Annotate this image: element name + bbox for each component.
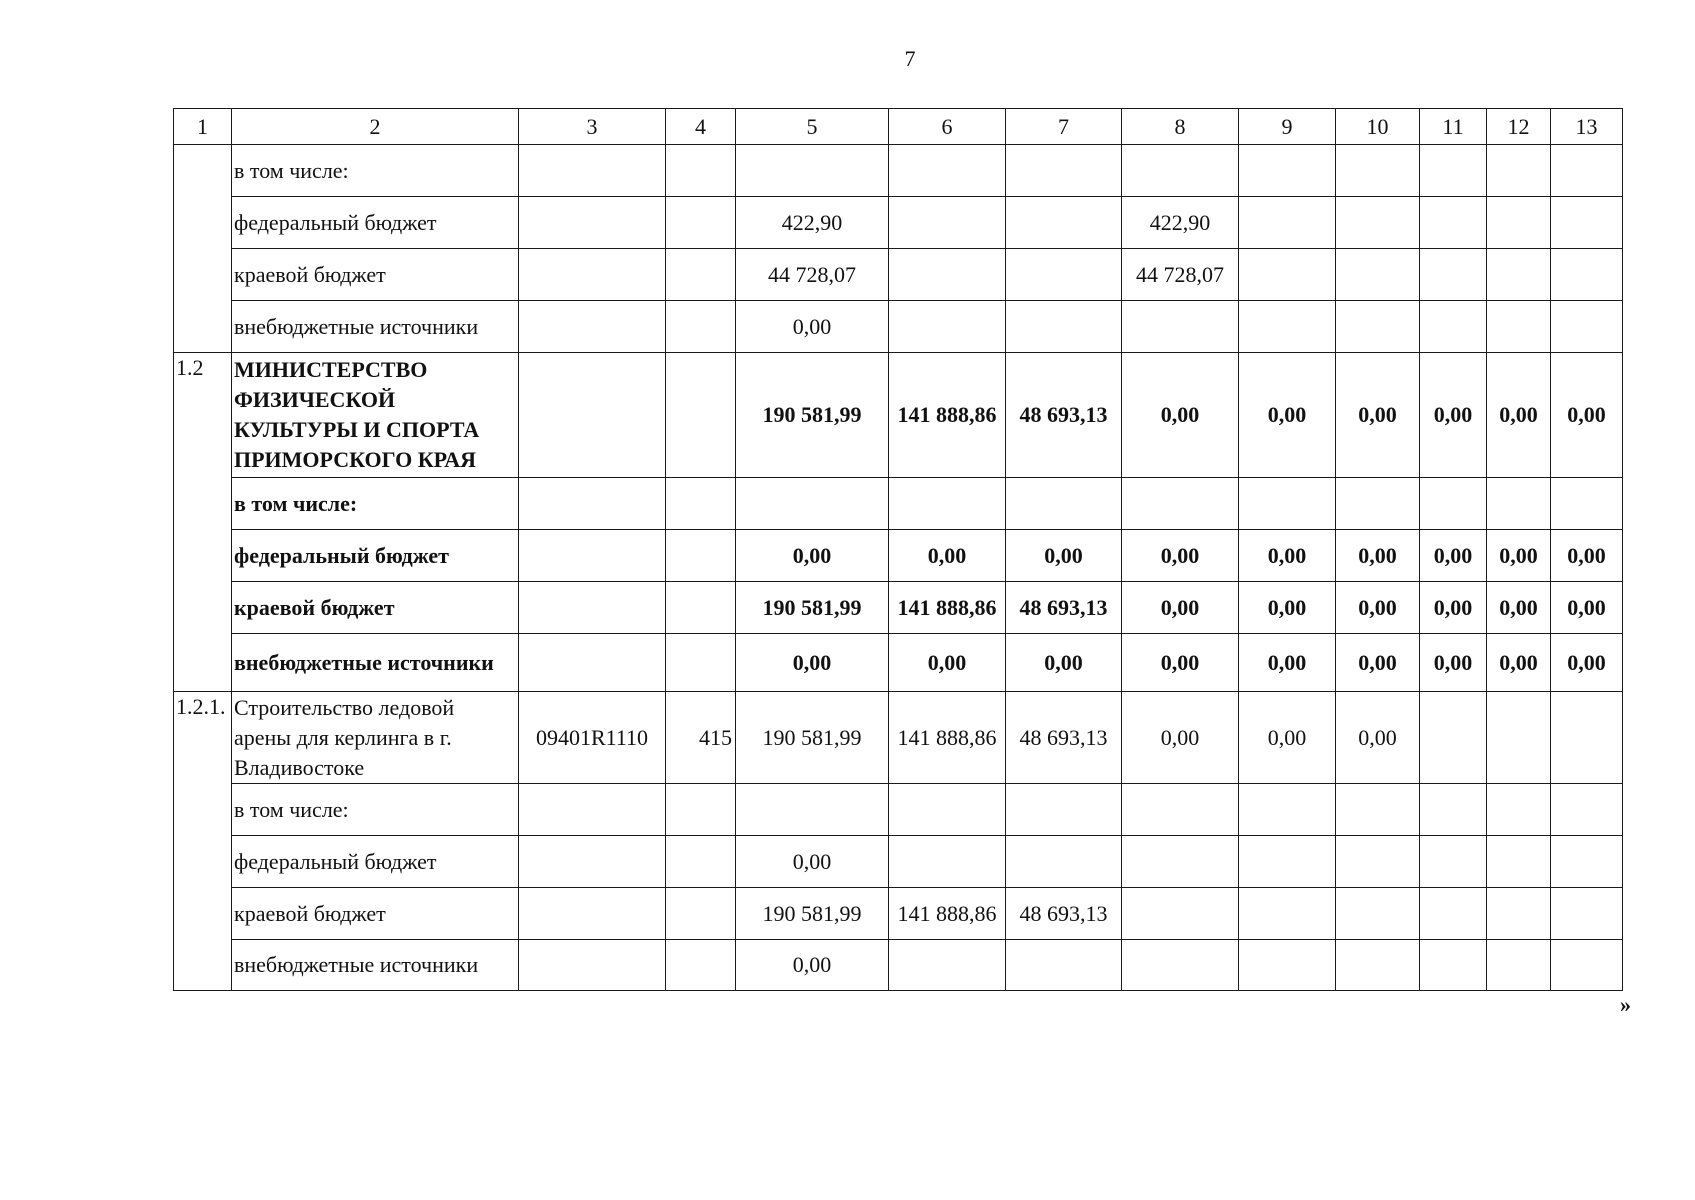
value-cell xyxy=(1487,940,1551,991)
value-cell xyxy=(889,249,1006,301)
table-row xyxy=(174,582,1623,634)
row-name: Строительство ледовой арены для керлинга в г. Владивостоке xyxy=(232,692,519,784)
value-cell xyxy=(1487,888,1551,940)
value-cell: 190 581,99 xyxy=(736,692,889,784)
row-number: 1.2 xyxy=(174,353,232,692)
value-cell xyxy=(1487,249,1551,301)
value-cell xyxy=(1006,249,1122,301)
code-cell xyxy=(519,784,666,836)
value-cell: 0,00 xyxy=(1122,692,1239,784)
value-cell xyxy=(1239,888,1336,940)
column-header: 9 xyxy=(1239,109,1336,145)
value-cell xyxy=(1122,940,1239,991)
row-name: внебюджетные источники xyxy=(232,634,519,692)
value-cell xyxy=(1122,478,1239,530)
row-name: в том числе: xyxy=(232,145,519,197)
value-cell xyxy=(1551,836,1623,888)
value-cell xyxy=(1122,784,1239,836)
value-cell: 0,00 xyxy=(1551,634,1623,692)
value-cell xyxy=(1006,784,1122,836)
value-cell xyxy=(1336,145,1420,197)
value-cell xyxy=(736,145,889,197)
column-header: 5 xyxy=(736,109,889,145)
value-cell xyxy=(1336,836,1420,888)
value-cell: 0,00 xyxy=(1336,582,1420,634)
value-cell: 0,00 xyxy=(1487,634,1551,692)
kvr-cell xyxy=(666,249,736,301)
row-number xyxy=(174,145,232,353)
row-name: краевой бюджет xyxy=(232,582,519,634)
value-cell: 0,00 xyxy=(1122,530,1239,582)
value-cell: 0,00 xyxy=(1006,530,1122,582)
value-cell xyxy=(1551,784,1623,836)
value-cell xyxy=(1006,836,1122,888)
table-row xyxy=(174,145,1623,197)
value-cell xyxy=(1336,478,1420,530)
value-cell xyxy=(1006,145,1122,197)
column-header: 12 xyxy=(1487,109,1551,145)
value-cell: 48 693,13 xyxy=(1006,692,1122,784)
table-row xyxy=(174,836,1623,888)
value-cell: 0,00 xyxy=(736,301,889,353)
budget-table xyxy=(173,108,1623,991)
value-cell: 0,00 xyxy=(889,634,1006,692)
value-cell xyxy=(1006,940,1122,991)
table-row xyxy=(174,784,1623,836)
value-cell: 141 888,86 xyxy=(889,692,1006,784)
value-cell: 0,00 xyxy=(1006,634,1122,692)
table-row xyxy=(174,301,1623,353)
column-header: 13 xyxy=(1551,109,1623,145)
value-cell xyxy=(1239,940,1336,991)
kvr-cell xyxy=(666,888,736,940)
column-header: 7 xyxy=(1006,109,1122,145)
value-cell xyxy=(1551,940,1623,991)
row-name: краевой бюджет xyxy=(232,249,519,301)
code-cell xyxy=(519,197,666,249)
row-name: в том числе: xyxy=(232,784,519,836)
value-cell xyxy=(1239,836,1336,888)
value-cell xyxy=(1420,145,1487,197)
code-cell xyxy=(519,836,666,888)
row-name: федеральный бюджет xyxy=(232,197,519,249)
value-cell: 0,00 xyxy=(1122,634,1239,692)
value-cell xyxy=(1122,888,1239,940)
row-name: в том числе: xyxy=(232,478,519,530)
value-cell: 0,00 xyxy=(1239,353,1336,478)
column-header: 3 xyxy=(519,109,666,145)
value-cell xyxy=(1420,197,1487,249)
code-cell xyxy=(519,530,666,582)
value-cell: 0,00 xyxy=(736,940,889,991)
row-name: внебюджетные источники xyxy=(232,301,519,353)
value-cell: 190 581,99 xyxy=(736,888,889,940)
kvr-cell xyxy=(666,530,736,582)
header-row xyxy=(174,109,1623,145)
value-cell xyxy=(889,301,1006,353)
value-cell: 0,00 xyxy=(1420,530,1487,582)
value-cell xyxy=(1420,784,1487,836)
value-cell: 0,00 xyxy=(1420,353,1487,478)
value-cell xyxy=(1336,197,1420,249)
value-cell xyxy=(889,197,1006,249)
code-cell xyxy=(519,634,666,692)
value-cell xyxy=(1420,478,1487,530)
column-header: 8 xyxy=(1122,109,1239,145)
value-cell: 0,00 xyxy=(1336,530,1420,582)
kvr-cell xyxy=(666,145,736,197)
value-cell xyxy=(1122,301,1239,353)
value-cell xyxy=(1487,478,1551,530)
value-cell: 48 693,13 xyxy=(1006,888,1122,940)
value-cell: 44 728,07 xyxy=(736,249,889,301)
value-cell: 141 888,86 xyxy=(889,582,1006,634)
value-cell xyxy=(1239,249,1336,301)
value-cell: 0,00 xyxy=(736,634,889,692)
value-cell: 48 693,13 xyxy=(1006,582,1122,634)
value-cell xyxy=(1239,197,1336,249)
column-header: 10 xyxy=(1336,109,1420,145)
value-cell: 0,00 xyxy=(1420,582,1487,634)
value-cell xyxy=(1336,249,1420,301)
value-cell xyxy=(1551,478,1623,530)
value-cell: 0,00 xyxy=(1551,582,1623,634)
table-row xyxy=(174,530,1623,582)
value-cell xyxy=(889,478,1006,530)
value-cell xyxy=(1551,145,1623,197)
row-number: 1.2.1. xyxy=(174,692,232,991)
closing-quote-mark: » xyxy=(1620,992,1631,1017)
value-cell xyxy=(1420,940,1487,991)
value-cell: 422,90 xyxy=(1122,197,1239,249)
value-cell: 0,00 xyxy=(1551,353,1623,478)
value-cell xyxy=(1336,784,1420,836)
value-cell xyxy=(889,784,1006,836)
value-cell xyxy=(1420,692,1487,784)
code-cell: 09401R1110 xyxy=(519,692,666,784)
value-cell xyxy=(1122,145,1239,197)
value-cell: 0,00 xyxy=(1336,353,1420,478)
table-row xyxy=(174,353,1623,478)
value-cell: 48 693,13 xyxy=(1006,353,1122,478)
value-cell xyxy=(889,145,1006,197)
value-cell xyxy=(1239,145,1336,197)
table-row xyxy=(174,197,1623,249)
value-cell xyxy=(1420,249,1487,301)
value-cell xyxy=(1239,301,1336,353)
value-cell xyxy=(1487,197,1551,249)
table-row xyxy=(174,478,1623,530)
value-cell xyxy=(1487,692,1551,784)
value-cell: 141 888,86 xyxy=(889,888,1006,940)
kvr-cell: 415 xyxy=(666,692,736,784)
value-cell xyxy=(1487,301,1551,353)
value-cell xyxy=(1551,888,1623,940)
value-cell xyxy=(1420,888,1487,940)
value-cell xyxy=(1239,784,1336,836)
code-cell xyxy=(519,478,666,530)
value-cell: 0,00 xyxy=(1239,582,1336,634)
value-cell: 0,00 xyxy=(1551,530,1623,582)
value-cell xyxy=(736,478,889,530)
value-cell: 0,00 xyxy=(1336,634,1420,692)
value-cell: 0,00 xyxy=(1420,634,1487,692)
column-header: 11 xyxy=(1420,109,1487,145)
value-cell xyxy=(1551,692,1623,784)
column-header: 1 xyxy=(174,109,232,145)
value-cell: 44 728,07 xyxy=(1122,249,1239,301)
value-cell xyxy=(1239,478,1336,530)
column-header: 4 xyxy=(666,109,736,145)
row-name: внебюджетные источники xyxy=(232,940,519,991)
value-cell xyxy=(1551,301,1623,353)
value-cell: 422,90 xyxy=(736,197,889,249)
value-cell: 190 581,99 xyxy=(736,353,889,478)
value-cell xyxy=(1487,836,1551,888)
table-row xyxy=(174,634,1623,692)
row-name: МИНИСТЕРСТВО ФИЗИЧЕСКОЙ КУЛЬТУРЫ И СПОРТА ПРИМОРСКОГО КРАЯ xyxy=(232,353,519,478)
value-cell: 0,00 xyxy=(1239,634,1336,692)
value-cell: 0,00 xyxy=(1487,582,1551,634)
page-number: 7 xyxy=(904,46,916,71)
table-row xyxy=(174,249,1623,301)
kvr-cell xyxy=(666,836,736,888)
code-cell xyxy=(519,249,666,301)
value-cell xyxy=(1551,197,1623,249)
value-cell xyxy=(1336,940,1420,991)
code-cell xyxy=(519,301,666,353)
code-cell xyxy=(519,353,666,478)
value-cell xyxy=(736,784,889,836)
value-cell xyxy=(1487,145,1551,197)
code-cell xyxy=(519,145,666,197)
value-cell: 0,00 xyxy=(1336,692,1420,784)
value-cell: 0,00 xyxy=(736,836,889,888)
value-cell xyxy=(1122,836,1239,888)
value-cell: 0,00 xyxy=(1239,530,1336,582)
value-cell: 190 581,99 xyxy=(736,582,889,634)
value-cell xyxy=(889,940,1006,991)
value-cell: 0,00 xyxy=(1487,530,1551,582)
row-name: краевой бюджет xyxy=(232,888,519,940)
value-cell xyxy=(1487,784,1551,836)
column-header: 6 xyxy=(889,109,1006,145)
code-cell xyxy=(519,888,666,940)
value-cell xyxy=(889,836,1006,888)
value-cell xyxy=(1006,478,1122,530)
kvr-cell xyxy=(666,582,736,634)
value-cell: 0,00 xyxy=(736,530,889,582)
row-name: федеральный бюджет xyxy=(232,836,519,888)
column-header: 2 xyxy=(232,109,519,145)
row-name: федеральный бюджет xyxy=(232,530,519,582)
value-cell: 0,00 xyxy=(1239,692,1336,784)
kvr-cell xyxy=(666,197,736,249)
value-cell: 141 888,86 xyxy=(889,353,1006,478)
code-cell xyxy=(519,582,666,634)
value-cell xyxy=(1006,197,1122,249)
value-cell: 0,00 xyxy=(1122,353,1239,478)
table-row xyxy=(174,940,1623,991)
value-cell xyxy=(1006,301,1122,353)
kvr-cell xyxy=(666,353,736,478)
value-cell: 0,00 xyxy=(1487,353,1551,478)
kvr-cell xyxy=(666,301,736,353)
value-cell xyxy=(1336,888,1420,940)
value-cell: 0,00 xyxy=(889,530,1006,582)
value-cell xyxy=(1336,301,1420,353)
value-cell xyxy=(1551,249,1623,301)
kvr-cell xyxy=(666,478,736,530)
code-cell xyxy=(519,940,666,991)
kvr-cell xyxy=(666,634,736,692)
kvr-cell xyxy=(666,940,736,991)
value-cell xyxy=(1420,836,1487,888)
value-cell: 0,00 xyxy=(1122,582,1239,634)
table-row xyxy=(174,888,1623,940)
table-row xyxy=(174,692,1623,784)
value-cell xyxy=(1420,301,1487,353)
kvr-cell xyxy=(666,784,736,836)
